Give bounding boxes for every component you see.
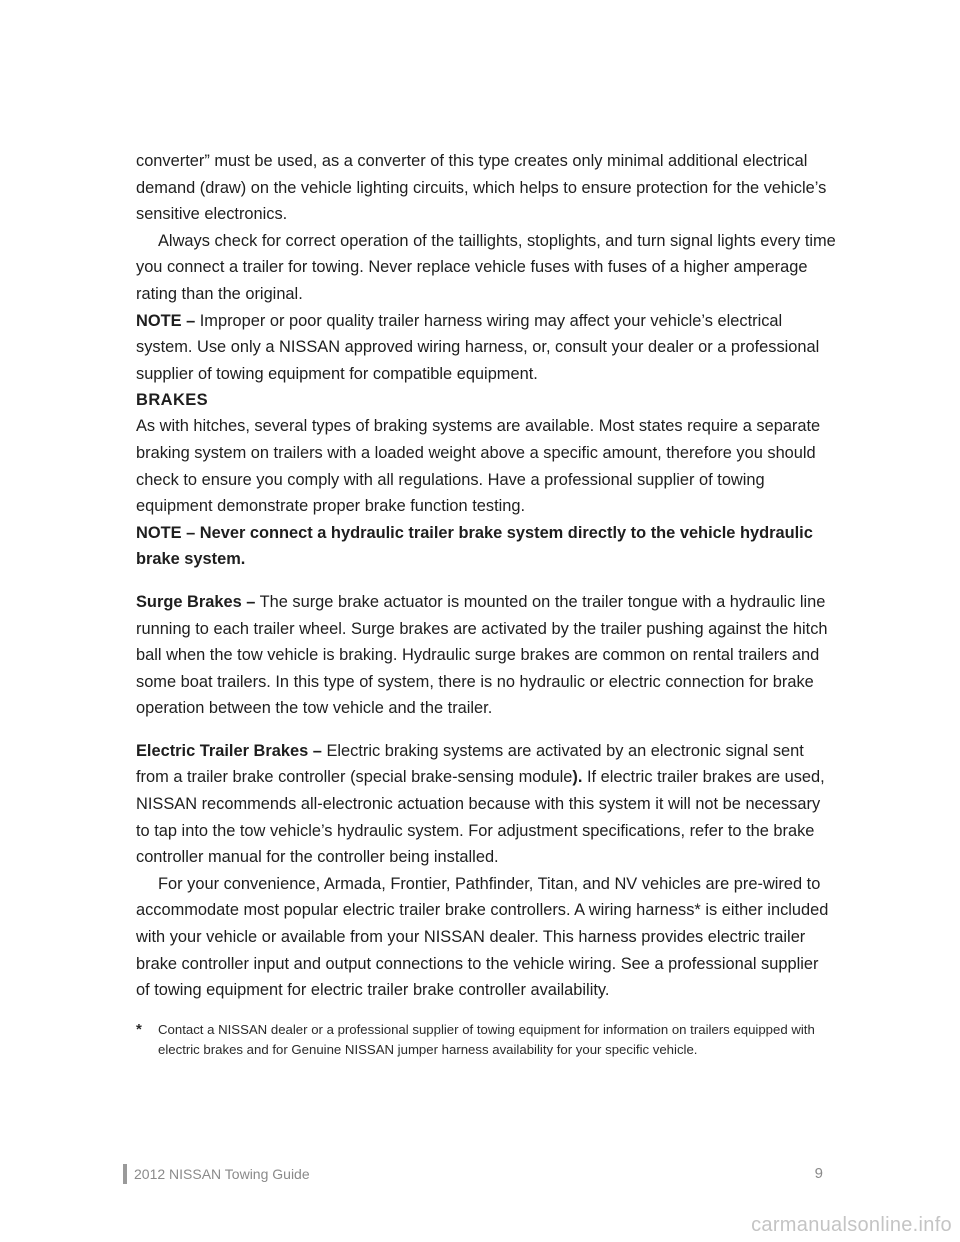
page-number: 9 — [814, 1165, 823, 1182]
page-footer — [123, 1164, 823, 1184]
footnote — [136, 1020, 836, 1061]
surge-brakes-paragraph — [136, 589, 836, 722]
lights-check-paragraph: Always check for correct operation of the taillights, stoplights, and turn signal lights every time you connect a trailer for towing. Never replace vehicle fuses with fuses of a higher amperage rating than the original. — [136, 231, 836, 303]
intro-paragraph: converter” must be used, as a converter of this type creates only minimal additional electrical demand (draw) on the vehicle lighting circuits, which helps to ensure protection for the vehicle’s sensitive electronics. — [136, 152, 827, 224]
note-text: Improper or poor quality trailer harness wiring may affect your vehicle’s electrical system. Use only a NISSAN approved wiring harness, or, consult your dealer or a professional supplier of towing equipment for compatible equipment. — [136, 311, 820, 383]
watermark: carmanualsonline.info — [751, 1214, 952, 1236]
page-content — [136, 148, 836, 1061]
harness-note — [136, 308, 836, 388]
electric-brakes-paren: ). — [572, 768, 583, 787]
footer-accent-bar — [123, 1164, 127, 1184]
hydraulic-warning-note: NOTE – Never connect a hydraulic trailer brake system directly to the vehicle hydraulic brake system. — [136, 523, 813, 569]
surge-brakes-label: Surge Brakes – — [136, 592, 256, 611]
electric-brakes-label: Electric Trailer Brakes – — [136, 741, 322, 760]
electric-brakes-text-cont: If electric trailer brakes are used, NISSAN recommends all-electronic actuation because with this system it will not be necessary to tap into the tow vehicle’s hydraulic system. For adjustment specifications, refer to the brake controller manual for the controller being installed. — [136, 768, 825, 867]
note-label: NOTE – — [136, 311, 196, 330]
brakes-heading: BRAKES — [136, 391, 209, 410]
surge-brakes-text: The surge brake actuator is mounted on the trailer tongue with a hydraulic line running to each trailer wheel. Surge brakes are activated by the trailer pushing against the hitch ball when the tow vehicle is braking. Hydraulic surge brakes are common on rental trailers and some boat trailers. In this type of system, there is no hydraulic or electric connection for brake operation between the tow vehicle and the trailer. — [136, 592, 828, 718]
electric-brakes-text: Electric braking systems are activated by an electronic signal sent from a trailer brake controller (special brake-sensing module — [136, 741, 804, 787]
electric-brakes-paragraph — [136, 738, 836, 871]
brakes-paragraph: As with hitches, several types of braking systems are available. Most states require a separate braking system on trailers with a loaded weight above a specific amount, therefore you should check to ensure you comply with all regulations. Have a professional supplier of towing equipment demonstrate proper brake function testing. — [136, 417, 821, 516]
footer-title: 2012 NISSAN Towing Guide — [134, 1166, 310, 1182]
footnote-text: Contact a NISSAN dealer or a professional supplier of towing equipment for information on trailers equipped with electric brakes and for Genuine NISSAN jumper harness availability for your specific vehicle. — [158, 1021, 815, 1058]
footnote-marker: * — [136, 1020, 142, 1038]
prewired-paragraph: For your convenience, Armada, Frontier, Pathfinder, Titan, and NV vehicles are pre-wired to accommodate most popular electric trailer brake controllers. A wiring harness* is either included with your vehicle or available from your NISSAN dealer. This harness provides electric trailer brake controller input and output connections to the vehicle wiring. See a professional supplier of towing equipment for electric trailer brake controller availability. — [136, 874, 829, 1000]
